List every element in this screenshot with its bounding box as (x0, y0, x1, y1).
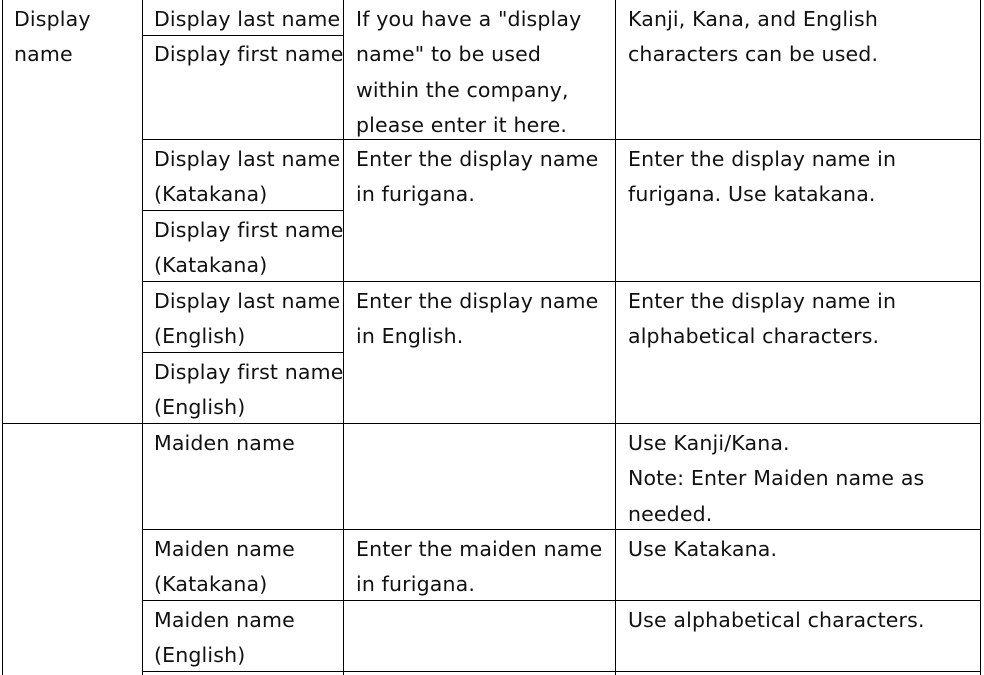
notes-cell: Enter the display name in alphabetical characters. (628, 289, 897, 349)
description-cell (344, 601, 616, 603)
field-display-first-name-english: Display first name (English) (154, 360, 344, 420)
description-cell: Enter the maiden name in furigana. (356, 537, 603, 597)
description-cell: Enter the display name in English. (356, 289, 599, 349)
notes-cell: Use alphabetical characters. (628, 608, 925, 632)
field-maiden-name-katakana: Maiden name (Katakana) (154, 537, 295, 597)
field-maiden-name-english: Maiden name (English) (154, 608, 295, 668)
table-border-left (2, 0, 3, 675)
description-cell: Enter the display name in furigana. (356, 147, 599, 207)
notes-cell: Enter the display name in furigana. Use katakana. (628, 147, 897, 207)
notes-cell: Kanji, Kana, and English characters can be used. (628, 7, 879, 67)
notes-cell: Use Katakana. (628, 537, 778, 561)
field-display-first-name: Display first name (154, 42, 344, 66)
description-cell: If you have a "display name" to be used within the company, please enter it here. (356, 7, 582, 138)
group-label-display-name: Display name (14, 7, 91, 67)
field-display-last-name-english: Display last name (English) (154, 289, 341, 349)
field-maiden-name: Maiden name (154, 431, 295, 455)
field-display-first-name-katakana: Display first name (Katakana) (154, 218, 344, 278)
field-display-last-name-katakana: Display last name (Katakana) (154, 147, 341, 207)
notes-cell: Use Kanji/Kana. Note: Enter Maiden name as needed. (628, 431, 925, 526)
description-cell (344, 424, 616, 426)
field-display-last-name: Display last name (154, 7, 341, 31)
